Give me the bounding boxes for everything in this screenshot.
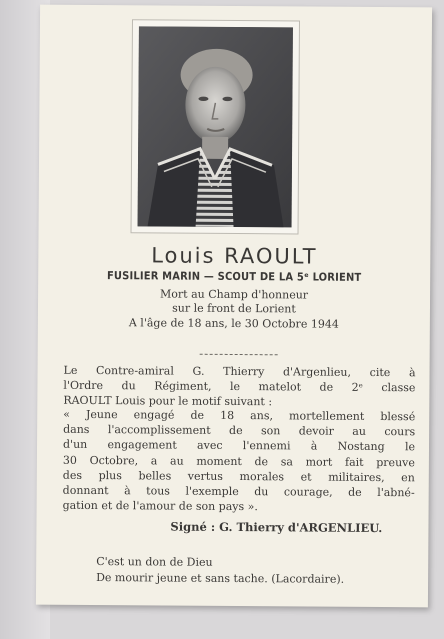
front-line: sur le front de Lorient [172,301,296,316]
citation-text [63,407,416,516]
closing-quote-line: C'est un don de Dieu [96,555,213,569]
signature-line: Signé : G. Thierry d'ARGENLIEU. [170,519,383,536]
closing-quote-line: De mourir jeune et sans tache. (Lacordaire). [96,571,345,586]
citation-line: 30 Octobre, a au moment de sa mort fait preuve [62,453,415,469]
memorial-card [36,5,432,608]
citation-line: gation et de l'amour de son pays ». [62,499,258,514]
citation-intro-line: RAOULT Louis pour le motif suivant : [63,394,273,409]
portrait-image [138,26,293,227]
citation-line: dans l'accomplissement de son devoir au cours [63,423,416,439]
citation-line: des plus belles vertus morales et militaires, en [62,468,415,485]
divider [200,354,278,356]
deceased-name: Louis RAOULT [151,243,318,269]
citation-line: donnant à tous l'exemple du courage, de l'abné- [62,483,415,500]
citation-intro-line: l'Ordre du Régiment, le matelot de 2ᵉ classe [63,379,416,395]
citation-intro-line: Le Contre-amiral G. Thierry d'Argenlieu, cite à [63,363,416,380]
citation-line: d'un engagement avec l'ennemi à Nostang le [62,438,416,454]
photo-frame [131,19,300,234]
rank-and-unit: FUSILIER MARIN — SCOUT DE LA 5ᵉ LORIENT [106,269,362,284]
honor-line: Mort au Champ d'honneur [160,287,309,302]
citation-intro [63,363,415,411]
age-date-line: A l'âge de 18 ans, le 30 Octobre 1944 [128,316,339,331]
portrait-photo [138,26,293,227]
citation-line: « Jeune engagé de 18 ans, mortellement blessé [63,407,416,424]
